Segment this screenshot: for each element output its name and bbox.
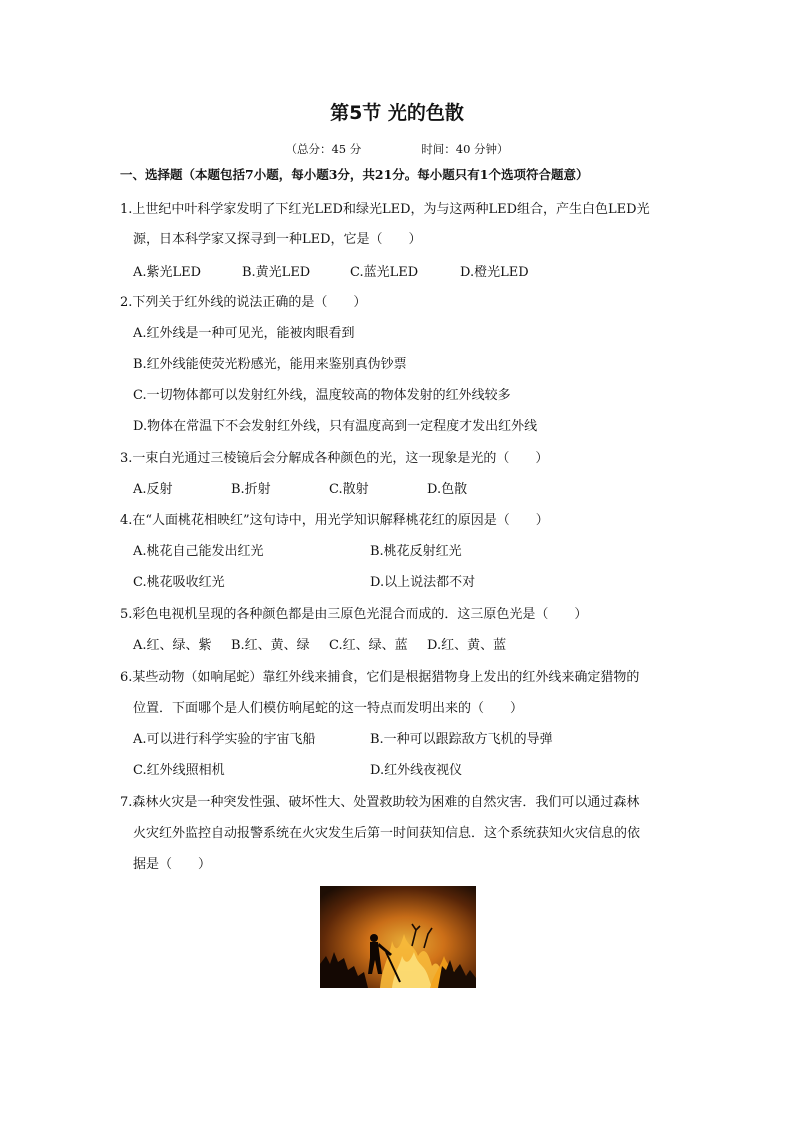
q6-option-b: B.一种可以跟踪敌方飞机的导弹 xyxy=(370,732,553,747)
q6-option-c: C.红外线照相机 xyxy=(133,763,225,778)
time-limit: 时间：40 分钟） xyxy=(421,142,509,156)
forest-fire-photo xyxy=(320,886,476,988)
q4-option-b: B.桃花反射红光 xyxy=(370,544,462,559)
q6-stem-line2: 位置．下面哪个是人们模仿响尾蛇的这一特点而发明出来的（ ） xyxy=(133,701,524,716)
q1-option-a: A.紫光LED xyxy=(133,265,202,280)
exam-meta xyxy=(0,141,794,157)
q1-option-c: C.蓝光LED xyxy=(350,265,419,280)
q5-option-c: C.红、绿、蓝 xyxy=(329,638,408,653)
page-title: 第5节 光的色散 xyxy=(330,102,464,124)
q2-option-b: B.红外线能使荧光粉感光，能用来鉴别真伪钞票 xyxy=(133,357,407,372)
q7-stem-line2: 火灾红外监控自动报警系统在火灾发生后第一时间获知信息．这个系统获知火灾信息的依 xyxy=(133,826,641,841)
q3-option-d: D.色散 xyxy=(427,482,468,497)
q2-option-d: D.物体在常温下不会发射红外线，只有温度高到一定程度才发出红外线 xyxy=(133,419,538,434)
q4-option-c: C.桃花吸收红光 xyxy=(133,575,225,590)
q1-stem-line1: 1.上世纪中叶科学家发明了下红光LED和绿光LED，为与这两种LED组合，产生白色LED光 xyxy=(120,202,650,217)
q5-option-d: D.红、黄、蓝 xyxy=(427,638,507,653)
q4-option-a: A.桃花自己能发出红光 xyxy=(133,544,264,559)
q7-stem-line3: 据是（ ） xyxy=(133,857,212,872)
q7-stem-line1: 7.森林火灾是一种突发性强、破坏性大、处置救助较为困难的自然灾害．我们可以通过森林 xyxy=(120,795,640,810)
forest-fire-illustration xyxy=(320,886,476,988)
q3-option-a: A.反射 xyxy=(133,482,173,497)
q5-option-b: B.红、黄、绿 xyxy=(231,638,310,653)
q1-stem-line2: 源，日本科学家又探寻到一种LED，它是（ ） xyxy=(133,232,422,247)
q5-stem: 5.彩色电视机呈现的各种颜色都是由三原色光混合而成的．这三原色光是（ ） xyxy=(120,607,588,622)
q4-option-d: D.以上说法都不对 xyxy=(370,575,476,590)
q6-option-a: A.可以进行科学实验的宇宙飞船 xyxy=(133,732,316,747)
q1-option-d: D.橙光LED xyxy=(460,265,529,280)
total-score: （总分：45 分 xyxy=(285,142,362,156)
q5-option-a: A.红、绿、紫 xyxy=(133,638,212,653)
q2-option-c: C.一切物体都可以发射红外线，温度较高的物体发射的红外线较多 xyxy=(133,388,511,403)
q3-option-b: B.折射 xyxy=(231,482,271,497)
q2-option-a: A.红外线是一种可见光，能被肉眼看到 xyxy=(133,326,355,341)
section-heading: 一、选择题（本题包括7小题，每小题3分，共21分。每小题只有1个选项符合题意） xyxy=(120,167,589,182)
q6-stem-line1: 6.某些动物（如响尾蛇）靠红外线来捕食，它们是根据猎物身上发出的红外线来确定猎物的 xyxy=(120,670,640,685)
q3-stem: 3.一束白光通过三棱镜后会分解成各种颜色的光，这一现象是光的（ ） xyxy=(120,451,549,466)
q1-option-b: B.黄光LED xyxy=(242,265,311,280)
q4-stem: 4.在“人面桃花相映红”这句诗中，用光学知识解释桃花红的原因是（ ） xyxy=(120,513,549,528)
q2-stem: 2.下列关于红外线的说法正确的是（ ） xyxy=(120,295,367,310)
q6-option-d: D.红外线夜视仪 xyxy=(370,763,463,778)
q3-option-c: C.散射 xyxy=(329,482,369,497)
